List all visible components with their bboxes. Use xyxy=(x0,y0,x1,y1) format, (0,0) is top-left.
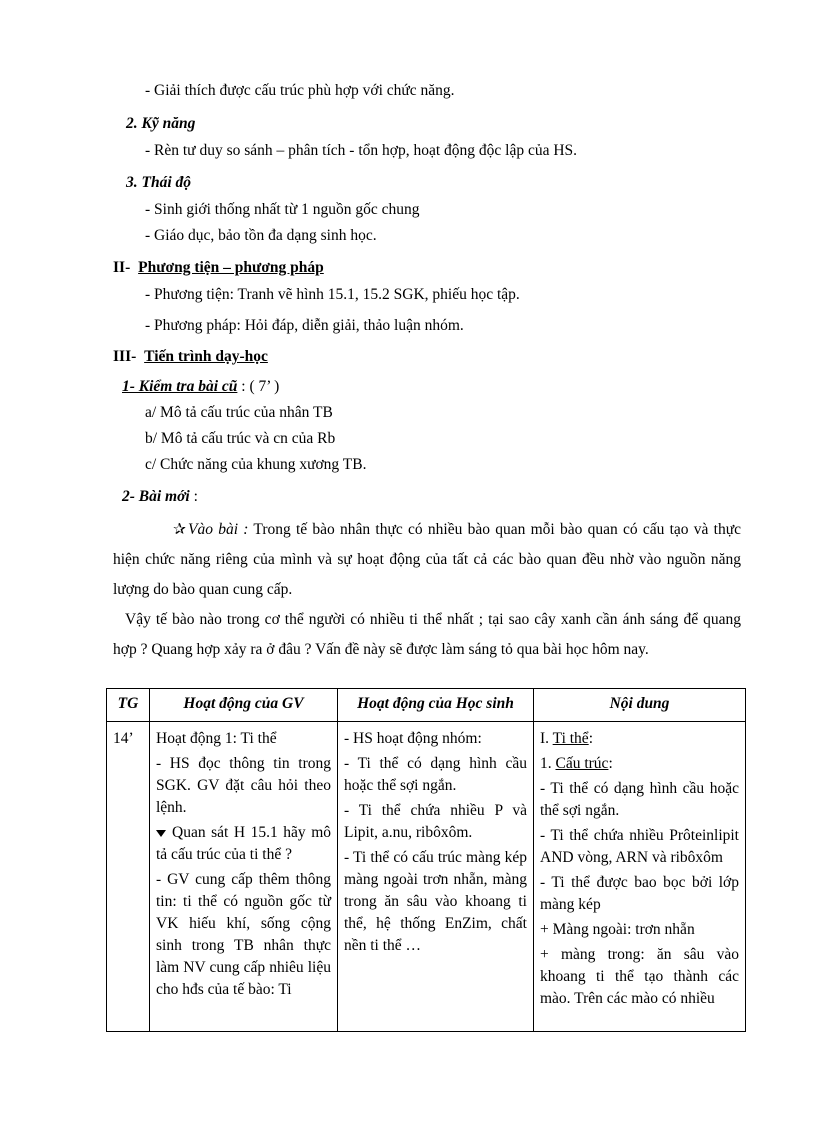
intro-text: Trong tế bào nhân thực có nhiều bào quan mỗi bào quan có cấu tạo và thực hiện chức năng riêng của mình và sự hoạt động của tất cả các bào quan đều nhờ vào nguồn năng lượng do bào quan cung cấp. xyxy=(113,521,741,598)
objective-line: - Giải thích được cấu trúc phù hợp với chức năng. xyxy=(145,82,455,99)
review-title: 1- Kiểm tra bài cũ xyxy=(122,378,238,395)
header-time: TG xyxy=(107,689,150,722)
teacher-activity-title: Hoạt động 1: Ti thể xyxy=(156,730,277,747)
content-section-number: I. xyxy=(540,730,553,747)
student-item: - Ti thể có cấu trúc màng kép màng ngoài trơn nhẵn, màng trong ăn sâu vào khoang ti thể, hệ thống EnZim, chất nền ti thể … xyxy=(344,849,527,954)
student-item: - Ti thể chứa nhiều P và Lipit, a.nu, ribôxôm. xyxy=(344,802,527,841)
content-section-colon: : xyxy=(588,730,593,747)
section-2-number: II- xyxy=(113,259,131,276)
content-section-title: Ti thể xyxy=(552,730,589,747)
review-heading xyxy=(122,378,279,396)
table-row xyxy=(107,722,746,1032)
intro-label: Vào bài : xyxy=(188,521,249,538)
new-lesson-colon: : xyxy=(189,488,198,505)
triangle-down-icon xyxy=(156,830,166,837)
teacher-item: - GV cung cấp thêm thông tin: ti thể có nguồn gốc từ VK hiếu khí, sống cộng sinh trong TB nhân thực làm NV cung cấp nhiêu liệu cho hđs của tế bào: Ti xyxy=(156,871,331,998)
header-content: Nội dung xyxy=(534,689,746,722)
content-sub-heading xyxy=(540,753,739,775)
section-2-heading xyxy=(113,259,324,277)
table-header-row xyxy=(107,689,746,722)
content-item: - Ti thể chứa nhiều Prôteinlipit AND vòng, ARN và ribôxôm xyxy=(540,827,739,866)
content-item: + màng trong: ăn sâu vào khoang ti thể tạo thành các mào. Trên các mào có nhiều xyxy=(540,946,739,1007)
new-lesson-heading xyxy=(122,488,198,506)
review-time: : ( 7’ ) xyxy=(237,378,280,395)
lesson-table xyxy=(106,688,746,1032)
page-bottom-mask xyxy=(0,1032,816,1123)
review-question-c: c/ Chức năng của khung xương TB. xyxy=(145,456,367,473)
header-student: Hoạt động của Học sinh xyxy=(338,689,534,722)
intro-paragraph xyxy=(113,515,741,605)
star-icon: ✰ xyxy=(173,521,186,538)
content-sub-colon: : xyxy=(608,755,613,772)
content-section-heading xyxy=(540,728,739,750)
attitude-line-1: - Sinh giới thống nhất từ 1 nguồn gốc chung xyxy=(145,201,420,218)
content-cell xyxy=(534,722,746,1032)
section-2-title: Phương tiện – phương pháp xyxy=(138,259,324,276)
review-question-b: b/ Mô tả cấu trúc và cn của Rb xyxy=(145,430,336,447)
content-sub-number: 1. xyxy=(540,755,556,772)
content-item: - Ti thể được bao bọc bởi lớp màng kép xyxy=(540,874,739,913)
teacher-item xyxy=(156,822,331,866)
attitude-heading: 3. Thái độ xyxy=(126,174,192,191)
student-item: - HS hoạt động nhóm: xyxy=(344,730,482,747)
review-question-a: a/ Mô tả cấu trúc của nhân TB xyxy=(145,404,333,421)
student-item: - Ti thể có dạng hình cầu hoặc thể sợi ngắn. xyxy=(344,755,527,794)
section-2-line-1: - Phương tiện: Tranh vẽ hình 15.1, 15.2 SGK, phiếu học tập. xyxy=(145,286,520,303)
teacher-question: Quan sát H 15.1 hãy mô tả cấu trúc của ti thể ? xyxy=(156,824,331,863)
section-3-heading xyxy=(113,348,268,366)
time-value: 14’ xyxy=(113,730,134,747)
teacher-item: - HS đọc thông tin trong SGK. GV đặt câu hỏi theo lệnh. xyxy=(156,755,331,816)
section-3-number: III- xyxy=(113,348,137,365)
content-item: + Màng ngoài: trơn nhẵn xyxy=(540,921,695,938)
skills-heading: 2. Kỹ năng xyxy=(126,115,196,132)
skills-line: - Rèn tư duy so sánh – phân tích - tổn hợp, hoạt động độc lập của HS. xyxy=(145,142,578,159)
new-lesson-title: 2- Bài mới xyxy=(122,488,190,505)
intro-paragraph-2: Vậy tế bào nào trong cơ thể người có nhiều ti thể nhất ; tại sao cây xanh cần ánh sáng để quang hợp ? Quang hợp xảy ra ở đâu ? Vấn đề này sẽ được làm sáng tỏ qua bài học hôm nay. xyxy=(113,611,741,658)
content-sub-title: Cấu trúc xyxy=(555,755,609,772)
header-teacher: Hoạt động của GV xyxy=(150,689,338,722)
section-3-title: Tiến trình dạy-học xyxy=(144,348,268,365)
time-cell xyxy=(107,722,150,1032)
teacher-cell xyxy=(150,722,338,1032)
student-cell xyxy=(338,722,534,1032)
content-item: - Ti thể có dạng hình cầu hoặc thể sợi ngắn. xyxy=(540,780,739,819)
section-2-line-2: - Phương pháp: Hỏi đáp, diễn giải, thảo luận nhóm. xyxy=(145,317,464,334)
attitude-line-2: - Giáo dục, bảo tồn đa dạng sinh học. xyxy=(145,227,377,244)
